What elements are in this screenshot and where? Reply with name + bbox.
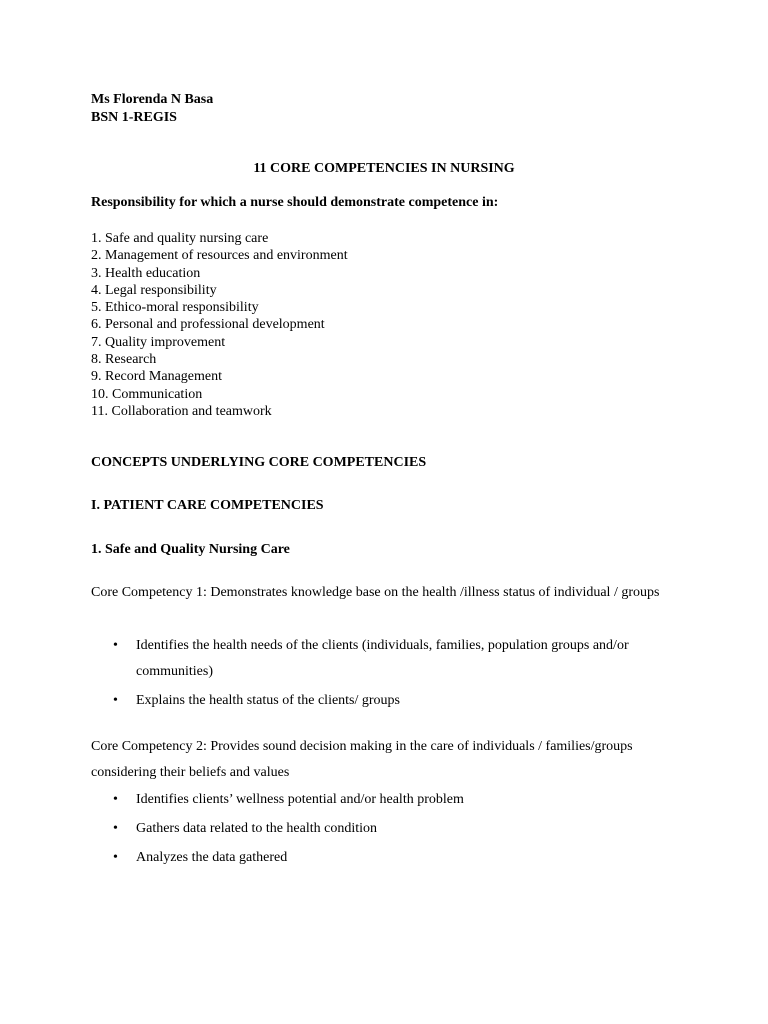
list-item: 4. Legal responsibility: [91, 282, 217, 298]
list-item: 11. Collaboration and teamwork: [91, 403, 272, 419]
lead-sentence: Responsibility for which a nurse should demonstrate competence in:: [91, 195, 499, 210]
list-item: 1. Safe and quality nursing care: [91, 231, 269, 246]
author-course: BSN 1-REGIS: [91, 110, 177, 125]
list-item: [91, 633, 691, 685]
list-item: 9. Record Management: [91, 369, 223, 385]
document-title: 11 CORE COMPETENCIES IN NURSING: [253, 161, 515, 176]
author-name: Ms Florenda N Basa: [91, 92, 214, 107]
author-block: [91, 91, 213, 127]
list-item: 2. Management of resources and environment: [91, 248, 348, 264]
bullet-text: Identifies clients’ wellness potential and/or health problem: [136, 792, 464, 807]
bullet-icon: •: [113, 821, 118, 836]
bullet-icon: •: [113, 850, 118, 865]
list-item: 5. Ethico-moral responsibility: [91, 300, 259, 316]
bullet-icon: •: [113, 693, 118, 708]
list-item: 7. Quality improvement: [91, 334, 226, 350]
bullet-text: Explains the health status of the clients/ groups: [136, 693, 401, 708]
competency-list: [91, 230, 348, 420]
list-item: [91, 688, 691, 714]
subsection-heading: 1. Safe and Quality Nursing Care: [91, 542, 290, 557]
list-item: [91, 845, 691, 871]
bullet-icon: •: [113, 792, 118, 807]
list-item: 3. Health education: [91, 265, 201, 281]
core-competency-1-bullets: [91, 633, 691, 717]
bullet-text: Analyzes the data gathered: [136, 850, 288, 865]
list-item: [91, 787, 691, 813]
bullet-icon: •: [113, 638, 118, 653]
section-heading: I. PATIENT CARE COMPETENCIES: [91, 498, 324, 513]
list-item: 10. Communication: [91, 386, 203, 402]
bullet-text: Gathers data related to the health condition: [136, 821, 378, 836]
bullet-text: Identifies the health needs of the clients (individuals, families, population groups and/or communities): [136, 638, 629, 679]
core-competency-2-text: Core Competency 2: Provides sound decision making in the care of individuals / families/groups considering their beliefs and values: [91, 739, 633, 780]
core-competency-1-text: Core Competency 1: Demonstrates knowledge base on the health /illness status of individual / groups: [91, 585, 660, 600]
list-item: 6. Personal and professional development: [91, 317, 325, 333]
core-competency-2-bullets: [91, 787, 691, 874]
list-item: 8. Research: [91, 352, 157, 368]
list-item: [91, 816, 691, 842]
concepts-heading: CONCEPTS UNDERLYING CORE COMPETENCIES: [91, 455, 427, 470]
